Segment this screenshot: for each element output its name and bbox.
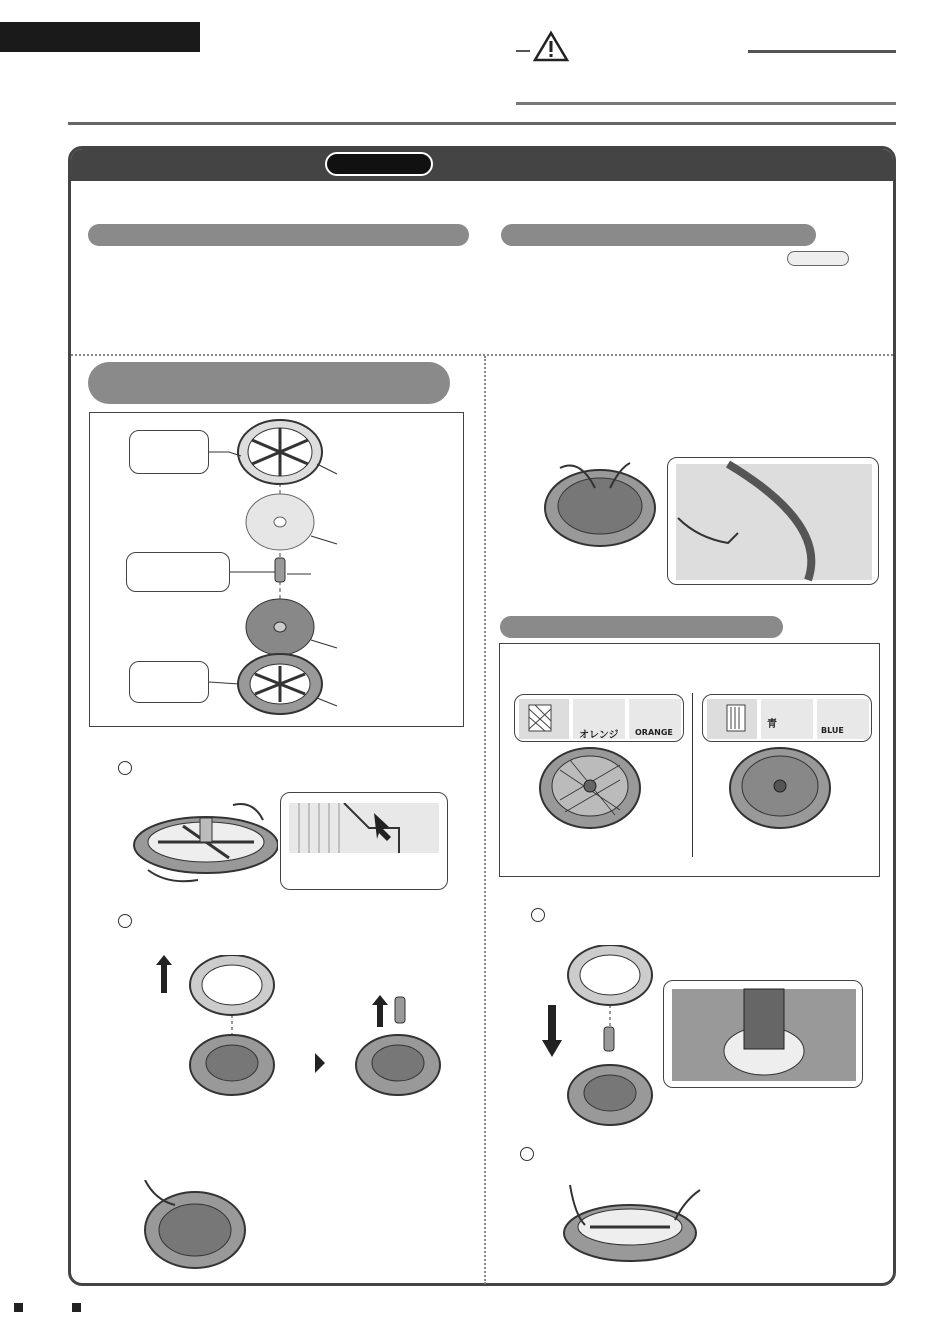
blue-filter-illustration xyxy=(725,740,835,835)
pull-filter-illustration xyxy=(540,458,670,548)
step-marker-1 xyxy=(118,761,132,775)
detail-inset-3 xyxy=(663,980,863,1088)
orange-label-jp: オレンジ xyxy=(579,730,619,741)
reassemble-illustration xyxy=(540,945,670,1130)
orange-label-inset xyxy=(514,694,684,742)
panel-header xyxy=(71,149,893,181)
step-marker-right-2 xyxy=(520,1147,534,1161)
step-marker-2 xyxy=(118,914,132,928)
dotted-column-divider xyxy=(484,356,486,1284)
detail-inset-1 xyxy=(280,792,448,890)
blue-label-en: BLUE xyxy=(821,726,844,735)
section-bar-left xyxy=(88,224,469,246)
warning-triangle-icon xyxy=(533,30,569,62)
panel-header-pill xyxy=(325,152,433,176)
parts-heading-bar xyxy=(88,362,450,404)
reference-pill xyxy=(787,251,849,266)
section-tab xyxy=(0,22,200,52)
detail-inset-2 xyxy=(667,457,879,585)
blue-label-jp: 青 xyxy=(767,719,777,730)
footer-marker-left xyxy=(14,1303,23,1312)
orange-label-en: ORANGE xyxy=(635,728,673,737)
step-marker-right-1 xyxy=(531,908,545,922)
warning-rule-left xyxy=(516,50,530,52)
filter-type-divider xyxy=(692,693,693,857)
clean-tray-illustration xyxy=(140,1180,250,1270)
warning-rule-right xyxy=(748,50,896,53)
warning-rule-bottom xyxy=(516,102,896,105)
attach-cover-illustration xyxy=(560,1175,710,1270)
section-bar-filter-types xyxy=(500,616,783,638)
dotted-divider xyxy=(71,354,893,356)
lift-filter-illustration xyxy=(150,955,450,1105)
page-top-rule xyxy=(68,122,896,125)
section-bar-right xyxy=(501,224,816,246)
footer-marker-right xyxy=(72,1303,81,1312)
orange-filter-illustration xyxy=(535,740,645,835)
blue-label-inset xyxy=(702,694,872,742)
remove-filter-illustration xyxy=(128,800,278,890)
exploded-parts-illustration xyxy=(89,412,464,727)
